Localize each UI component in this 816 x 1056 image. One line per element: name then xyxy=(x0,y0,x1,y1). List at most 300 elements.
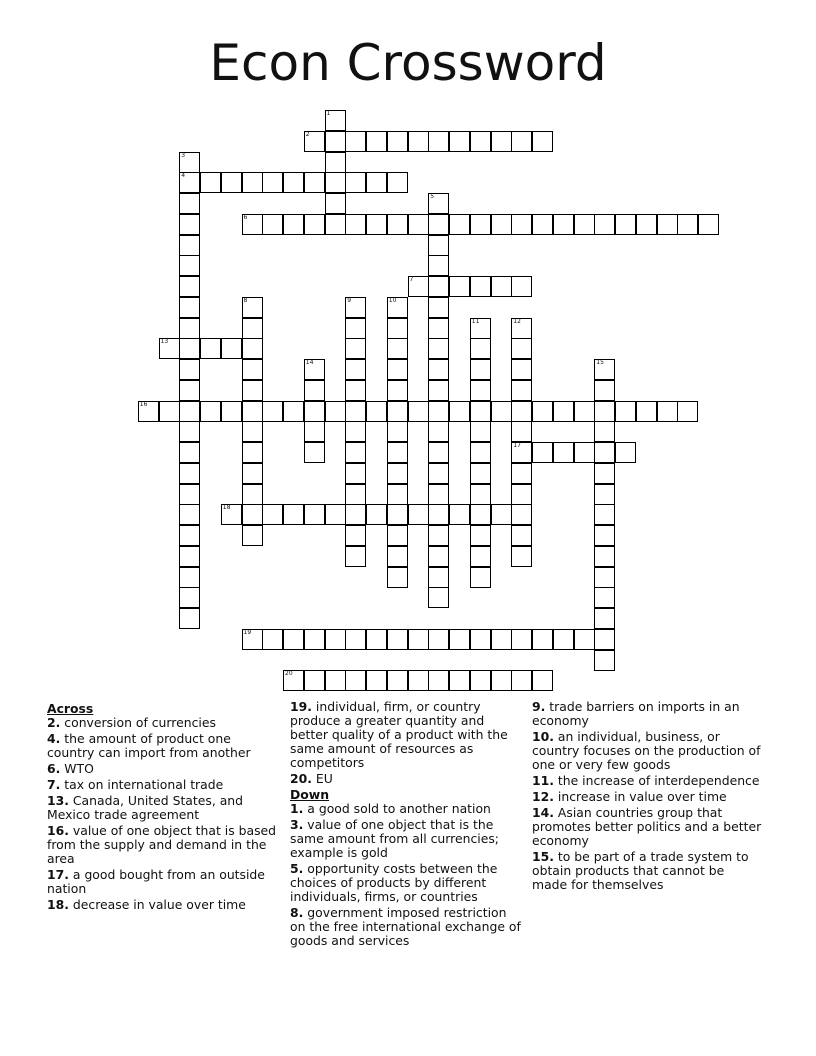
grid-cell[interactable] xyxy=(325,629,346,650)
grid-cell[interactable] xyxy=(345,172,366,193)
grid-cell[interactable] xyxy=(345,442,366,463)
grid-cell[interactable] xyxy=(262,629,283,650)
grid-cell[interactable] xyxy=(283,401,304,422)
grid-cell[interactable] xyxy=(242,504,263,525)
clue-across-4 xyxy=(47,732,282,760)
grid-cell[interactable] xyxy=(304,380,325,401)
grid-cell[interactable] xyxy=(428,380,449,401)
grid-cell[interactable] xyxy=(428,214,449,235)
grid-cell[interactable] xyxy=(594,608,615,629)
cell-number: 6 xyxy=(243,213,248,221)
clue-number: 17. xyxy=(47,867,69,882)
grid-cell[interactable] xyxy=(408,504,429,525)
grid-cell[interactable] xyxy=(511,401,532,422)
grid-cell[interactable] xyxy=(470,318,491,339)
grid-cell[interactable] xyxy=(345,629,366,650)
grid-cell[interactable] xyxy=(408,401,429,422)
grid-cell[interactable] xyxy=(242,297,263,318)
grid-cell[interactable] xyxy=(221,172,242,193)
clue-down-12 xyxy=(532,790,762,804)
grid-cell[interactable] xyxy=(615,442,636,463)
grid-cell[interactable] xyxy=(594,504,615,525)
grid-cell[interactable] xyxy=(345,380,366,401)
page-title: Econ Crossword xyxy=(209,34,607,92)
grid-cell[interactable] xyxy=(470,421,491,442)
grid-cell[interactable] xyxy=(179,152,200,173)
grid-cell[interactable] xyxy=(387,297,408,318)
grid-cell[interactable] xyxy=(242,380,263,401)
clue-number: 4. xyxy=(47,731,61,746)
clue-number: 16. xyxy=(47,823,69,838)
grid-cell[interactable] xyxy=(179,484,200,505)
grid-cell[interactable] xyxy=(179,297,200,318)
clue-number: 20. xyxy=(290,771,312,786)
grid-cell[interactable] xyxy=(532,401,553,422)
grid-cell[interactable] xyxy=(262,214,283,235)
grid-cell[interactable] xyxy=(511,214,532,235)
grid-cell[interactable] xyxy=(387,131,408,152)
clue-text: government imposed restriction on the free international exchange of goods and services xyxy=(290,905,521,948)
grid-cell[interactable] xyxy=(428,338,449,359)
clue-text: a good bought from an outside nation xyxy=(47,867,265,896)
grid-cell[interactable] xyxy=(221,504,242,525)
clue-number: 8. xyxy=(290,905,304,920)
clue-text: a good sold to another nation xyxy=(307,801,491,816)
grid-cell[interactable] xyxy=(511,359,532,380)
grid-cell[interactable] xyxy=(470,359,491,380)
grid-cell[interactable] xyxy=(387,214,408,235)
clue-across-19 xyxy=(290,700,525,770)
grid-cell[interactable] xyxy=(345,297,366,318)
grid-cell[interactable] xyxy=(428,235,449,256)
grid-cell[interactable] xyxy=(366,401,387,422)
grid-cell[interactable] xyxy=(304,629,325,650)
grid-cell[interactable] xyxy=(594,359,615,380)
clue-text: to be part of a trade system to obtain products that cannot be made for themselves xyxy=(532,849,749,892)
grid-cell[interactable] xyxy=(511,484,532,505)
grid-cell[interactable] xyxy=(428,297,449,318)
grid-cell[interactable] xyxy=(428,131,449,152)
grid-cell[interactable] xyxy=(428,463,449,484)
grid-cell[interactable] xyxy=(677,401,698,422)
grid-cell[interactable] xyxy=(366,214,387,235)
clue-number: 3. xyxy=(290,817,304,832)
grid-cell[interactable] xyxy=(387,484,408,505)
clue-number: 11. xyxy=(532,773,554,788)
grid-cell[interactable] xyxy=(179,380,200,401)
grid-cell[interactable] xyxy=(470,670,491,691)
grid-cell[interactable] xyxy=(242,214,263,235)
cell-number: 16 xyxy=(139,400,148,408)
grid-cell[interactable] xyxy=(594,650,615,671)
grid-cell[interactable] xyxy=(677,214,698,235)
grid-cell[interactable] xyxy=(345,670,366,691)
clue-text: decrease in value over time xyxy=(72,897,246,912)
grid-cell[interactable] xyxy=(428,359,449,380)
grid-cell[interactable] xyxy=(428,421,449,442)
grid-cell[interactable] xyxy=(594,442,615,463)
clue-across-20 xyxy=(290,772,525,786)
grid-cell[interactable] xyxy=(179,359,200,380)
grid-cell[interactable] xyxy=(428,401,449,422)
grid-cell[interactable] xyxy=(553,442,574,463)
grid-cell[interactable] xyxy=(262,172,283,193)
cell-number: 13 xyxy=(160,338,169,346)
grid-cell[interactable] xyxy=(574,629,595,650)
grid-cell[interactable] xyxy=(387,670,408,691)
grid-cell[interactable] xyxy=(491,670,512,691)
grid-cell[interactable] xyxy=(511,546,532,567)
grid-cell[interactable] xyxy=(387,172,408,193)
grid-cell[interactable] xyxy=(366,172,387,193)
grid-cell[interactable] xyxy=(428,484,449,505)
grid-cell[interactable] xyxy=(532,214,553,235)
grid-cell[interactable] xyxy=(387,380,408,401)
grid-cell[interactable] xyxy=(179,463,200,484)
grid-cell[interactable] xyxy=(532,131,553,152)
grid-cell[interactable] xyxy=(179,504,200,525)
grid-cell[interactable] xyxy=(491,214,512,235)
grid-cell[interactable] xyxy=(345,421,366,442)
grid-cell[interactable] xyxy=(511,525,532,546)
grid-cell[interactable] xyxy=(553,629,574,650)
grid-cell[interactable] xyxy=(594,421,615,442)
grid-cell[interactable] xyxy=(304,670,325,691)
grid-cell[interactable] xyxy=(200,401,221,422)
grid-cell[interactable] xyxy=(325,152,346,173)
grid-cell[interactable] xyxy=(594,463,615,484)
grid-cell[interactable] xyxy=(345,546,366,567)
grid-cell[interactable] xyxy=(242,401,263,422)
grid-cell[interactable] xyxy=(179,276,200,297)
grid-cell[interactable] xyxy=(491,504,512,525)
grid-cell[interactable] xyxy=(511,318,532,339)
grid-cell[interactable] xyxy=(408,670,429,691)
grid-cell[interactable] xyxy=(283,629,304,650)
clue-text: conversion of currencies xyxy=(64,715,216,730)
clue-text: tax on international trade xyxy=(64,777,224,792)
grid-cell[interactable] xyxy=(262,401,283,422)
grid-cell[interactable] xyxy=(345,401,366,422)
grid-cell[interactable] xyxy=(470,484,491,505)
grid-cell[interactable] xyxy=(325,131,346,152)
grid-cell[interactable] xyxy=(304,504,325,525)
grid-cell[interactable] xyxy=(179,525,200,546)
clue-number: 14. xyxy=(532,805,554,820)
grid-cell[interactable] xyxy=(179,318,200,339)
grid-cell[interactable] xyxy=(283,504,304,525)
grid-cell[interactable] xyxy=(387,359,408,380)
grid-cell[interactable] xyxy=(159,338,180,359)
grid-cell[interactable] xyxy=(615,214,636,235)
grid-cell[interactable] xyxy=(387,442,408,463)
grid-cell[interactable] xyxy=(345,504,366,525)
grid-cell[interactable] xyxy=(428,504,449,525)
clue-down-15 xyxy=(532,850,762,892)
grid-cell[interactable] xyxy=(304,131,325,152)
grid-cell[interactable] xyxy=(428,670,449,691)
grid-cell[interactable] xyxy=(553,401,574,422)
grid-cell[interactable] xyxy=(304,214,325,235)
grid-cell[interactable] xyxy=(283,172,304,193)
grid-cell[interactable] xyxy=(511,380,532,401)
grid-cell[interactable] xyxy=(657,401,678,422)
grid-cell[interactable] xyxy=(325,172,346,193)
cell-number: 7 xyxy=(409,276,414,283)
grid-cell[interactable] xyxy=(657,214,678,235)
grid-cell[interactable] xyxy=(179,587,200,608)
grid-cell[interactable] xyxy=(594,587,615,608)
grid-cell[interactable] xyxy=(594,484,615,505)
grid-cell[interactable] xyxy=(242,525,263,546)
grid-cell[interactable] xyxy=(242,463,263,484)
grid-cell[interactable] xyxy=(262,504,283,525)
clue-number: 13. xyxy=(47,793,69,808)
clue-across-6 xyxy=(47,762,282,776)
grid-cell[interactable] xyxy=(179,608,200,629)
grid-cell[interactable] xyxy=(345,463,366,484)
grid-cell[interactable] xyxy=(491,401,512,422)
grid-cell[interactable] xyxy=(594,401,615,422)
grid-cell[interactable] xyxy=(283,670,304,691)
grid-cell[interactable] xyxy=(511,276,532,297)
grid-cell[interactable] xyxy=(594,567,615,588)
grid-cell[interactable] xyxy=(449,504,470,525)
grid-cell[interactable] xyxy=(470,442,491,463)
grid-cell[interactable] xyxy=(428,442,449,463)
grid-cell[interactable] xyxy=(428,318,449,339)
grid-cell[interactable] xyxy=(179,421,200,442)
grid-cell[interactable] xyxy=(470,567,491,588)
grid-cell[interactable] xyxy=(304,359,325,380)
grid-cell[interactable] xyxy=(387,525,408,546)
grid-cell[interactable] xyxy=(242,421,263,442)
grid-cell[interactable] xyxy=(304,401,325,422)
down-heading: Down xyxy=(290,787,330,802)
grid-cell[interactable] xyxy=(179,193,200,214)
grid-cell[interactable] xyxy=(428,629,449,650)
grid-cell[interactable] xyxy=(387,318,408,339)
grid-cell[interactable] xyxy=(366,504,387,525)
grid-cell[interactable] xyxy=(366,131,387,152)
grid-cell[interactable] xyxy=(428,546,449,567)
clues-column-1 xyxy=(47,700,282,914)
grid-cell[interactable] xyxy=(449,276,470,297)
grid-cell[interactable] xyxy=(179,172,200,193)
grid-cell[interactable] xyxy=(470,276,491,297)
grid-cell[interactable] xyxy=(470,338,491,359)
grid-cell[interactable] xyxy=(138,401,159,422)
grid-cell[interactable] xyxy=(242,359,263,380)
grid-cell[interactable] xyxy=(594,214,615,235)
clue-text: the amount of product one country can import from another xyxy=(47,731,251,760)
grid-cell[interactable] xyxy=(387,567,408,588)
grid-cell[interactable] xyxy=(283,214,304,235)
cell-number: 2 xyxy=(305,130,310,138)
grid-cell[interactable] xyxy=(532,629,553,650)
grid-cell[interactable] xyxy=(325,504,346,525)
clue-number: 10. xyxy=(532,729,554,744)
clue-number: 15. xyxy=(532,849,554,864)
clue-text: opportunity costs between the choices of products by different individuals, firms, or countries xyxy=(290,861,498,904)
grid-cell[interactable] xyxy=(408,276,429,297)
grid-cell[interactable] xyxy=(470,131,491,152)
grid-cell[interactable] xyxy=(511,504,532,525)
grid-cell[interactable] xyxy=(511,463,532,484)
grid-cell[interactable] xyxy=(200,172,221,193)
grid-cell[interactable] xyxy=(325,670,346,691)
grid-cell[interactable] xyxy=(428,193,449,214)
clue-down-1 xyxy=(290,802,525,816)
grid-cell[interactable] xyxy=(470,380,491,401)
grid-cell[interactable] xyxy=(408,629,429,650)
grid-cell[interactable] xyxy=(242,442,263,463)
grid-cell[interactable] xyxy=(179,214,200,235)
clue-down-9 xyxy=(532,700,762,728)
grid-cell[interactable] xyxy=(408,214,429,235)
grid-cell[interactable] xyxy=(574,442,595,463)
cell-number: 15 xyxy=(596,359,604,366)
grid-cell[interactable] xyxy=(470,504,491,525)
grid-cell[interactable] xyxy=(470,525,491,546)
grid-cell[interactable] xyxy=(387,421,408,442)
grid-cell[interactable] xyxy=(159,401,180,422)
clue-text: the increase of interdependence xyxy=(557,773,760,788)
grid-cell[interactable] xyxy=(470,629,491,650)
clue-number: 1. xyxy=(290,801,304,816)
grid-cell[interactable] xyxy=(304,442,325,463)
clue-number: 6. xyxy=(47,761,61,776)
clue-across-18 xyxy=(47,898,282,912)
grid-cell[interactable] xyxy=(345,318,366,339)
grid-cell[interactable] xyxy=(449,214,470,235)
grid-cell[interactable] xyxy=(242,484,263,505)
clue-across-7 xyxy=(47,778,282,792)
grid-cell[interactable] xyxy=(449,131,470,152)
grid-cell[interactable] xyxy=(511,442,532,463)
grid-cell[interactable] xyxy=(366,629,387,650)
grid-cell[interactable] xyxy=(449,670,470,691)
grid-cell[interactable] xyxy=(200,338,221,359)
grid-cell[interactable] xyxy=(428,567,449,588)
grid-cell[interactable] xyxy=(511,338,532,359)
cell-number: 14 xyxy=(305,359,314,366)
grid-cell[interactable] xyxy=(387,338,408,359)
grid-cell[interactable] xyxy=(511,131,532,152)
clue-text: increase in value over time xyxy=(557,789,727,804)
grid-cell[interactable] xyxy=(511,670,532,691)
clue-text: Asian countries group that promotes better politics and a better economy xyxy=(532,805,762,848)
cell-number: 9 xyxy=(347,296,352,304)
grid-cell[interactable] xyxy=(179,442,200,463)
grid-cell[interactable] xyxy=(470,463,491,484)
grid-cell[interactable] xyxy=(304,421,325,442)
clue-number: 2. xyxy=(47,715,61,730)
grid-cell[interactable] xyxy=(408,131,429,152)
grid-cell[interactable] xyxy=(511,421,532,442)
grid-cell[interactable] xyxy=(470,546,491,567)
grid-cell[interactable] xyxy=(574,214,595,235)
grid-cell[interactable] xyxy=(345,214,366,235)
grid-cell[interactable] xyxy=(491,131,512,152)
grid-cell[interactable] xyxy=(574,401,595,422)
cell-number: 5 xyxy=(430,193,435,200)
grid-cell[interactable] xyxy=(449,629,470,650)
grid-cell[interactable] xyxy=(325,193,346,214)
clue-text: value of one object that is based from the supply and demand in the area xyxy=(47,823,277,866)
grid-cell[interactable] xyxy=(242,172,263,193)
grid-cell[interactable] xyxy=(345,359,366,380)
grid-cell[interactable] xyxy=(325,214,346,235)
grid-cell[interactable] xyxy=(387,629,408,650)
grid-cell[interactable] xyxy=(366,670,387,691)
grid-cell[interactable] xyxy=(428,525,449,546)
grid-cell[interactable] xyxy=(615,401,636,422)
clue-text: WTO xyxy=(64,761,94,776)
grid-cell[interactable] xyxy=(636,401,657,422)
grid-cell[interactable] xyxy=(532,670,553,691)
grid-cell[interactable] xyxy=(491,629,512,650)
clue-text: trade barriers on imports in an economy xyxy=(532,699,740,728)
grid-cell[interactable] xyxy=(511,629,532,650)
grid-cell[interactable] xyxy=(345,338,366,359)
grid-cell[interactable] xyxy=(345,484,366,505)
clue-text: an individual, business, or country focuses on the production of one or very few goods xyxy=(532,729,761,772)
grid-cell[interactable] xyxy=(345,525,366,546)
cell-number: 4 xyxy=(181,172,186,180)
grid-cell[interactable] xyxy=(345,131,366,152)
grid-cell[interactable] xyxy=(491,276,512,297)
grid-cell[interactable] xyxy=(179,255,200,276)
grid-cell[interactable] xyxy=(242,338,263,359)
grid-cell[interactable] xyxy=(242,318,263,339)
cell-number: 1 xyxy=(326,110,331,117)
grid-cell[interactable] xyxy=(428,255,449,276)
grid-cell[interactable] xyxy=(179,546,200,567)
grid-cell[interactable] xyxy=(387,463,408,484)
grid-cell[interactable] xyxy=(221,401,242,422)
cell-number: 19 xyxy=(243,628,252,636)
grid-cell[interactable] xyxy=(387,401,408,422)
grid-cell[interactable] xyxy=(179,567,200,588)
grid-cell[interactable] xyxy=(470,401,491,422)
grid-cell[interactable] xyxy=(179,401,200,422)
grid-cell[interactable] xyxy=(387,546,408,567)
grid-cell[interactable] xyxy=(325,401,346,422)
grid-cell[interactable] xyxy=(532,442,553,463)
grid-cell[interactable] xyxy=(179,235,200,256)
grid-cell[interactable] xyxy=(449,401,470,422)
grid-cell[interactable] xyxy=(179,338,200,359)
grid-cell[interactable] xyxy=(304,172,325,193)
grid-cell[interactable] xyxy=(594,629,615,650)
grid-cell[interactable] xyxy=(470,214,491,235)
grid-cell[interactable] xyxy=(594,546,615,567)
grid-cell[interactable] xyxy=(242,629,263,650)
grid-cell[interactable] xyxy=(698,214,719,235)
grid-cell[interactable] xyxy=(221,338,242,359)
grid-cell[interactable] xyxy=(553,214,574,235)
grid-cell[interactable] xyxy=(594,525,615,546)
clue-text: EU xyxy=(315,771,333,786)
grid-cell[interactable] xyxy=(428,276,449,297)
grid-cell[interactable] xyxy=(325,110,346,131)
grid-cell[interactable] xyxy=(594,380,615,401)
grid-cell[interactable] xyxy=(428,587,449,608)
grid-cell[interactable] xyxy=(636,214,657,235)
clue-down-3 xyxy=(290,818,525,860)
grid-cell[interactable] xyxy=(387,504,408,525)
